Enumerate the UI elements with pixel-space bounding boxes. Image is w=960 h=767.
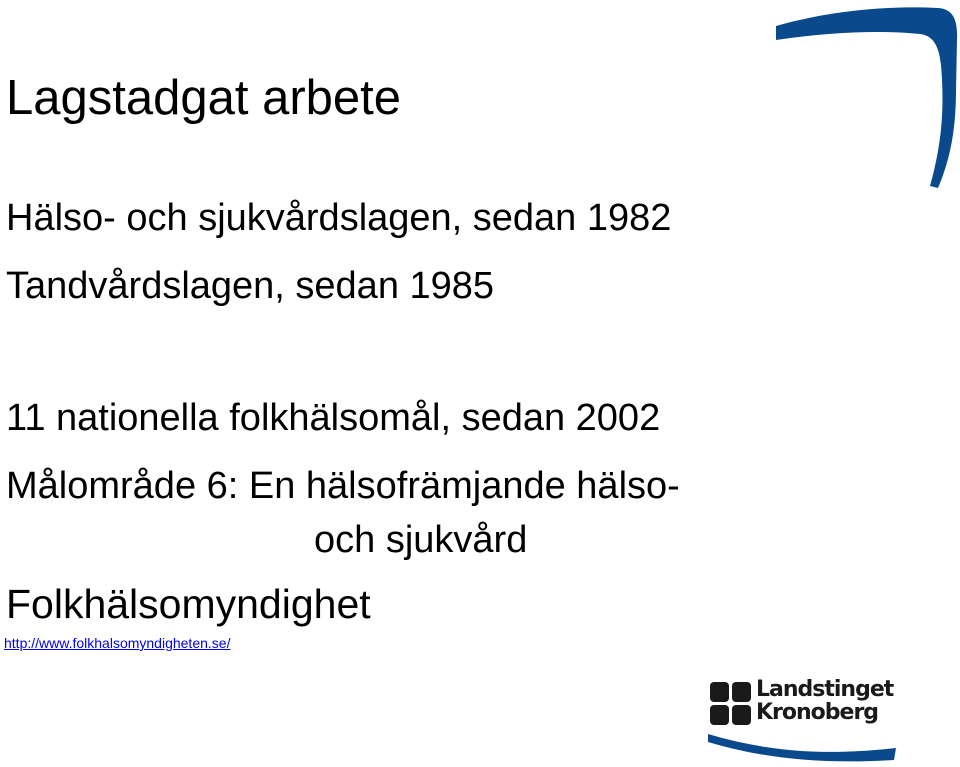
- landstinget-kronoberg-logo-icon: [710, 682, 752, 726]
- agency-name: Folkhälsomyndighet: [6, 581, 371, 627]
- logo-line-2: Kronoberg: [756, 700, 879, 725]
- law-item-hsl: Hälso- och sjukvårdslagen, sedan 1982: [6, 197, 672, 239]
- law-item-tandvard: Tandvårdslagen, sedan 1985: [6, 265, 495, 307]
- landstinget-kronoberg-logo: [708, 678, 898, 764]
- page-title: Lagstadgat arbete: [6, 71, 402, 125]
- goal-area-6: Målområde 6: En hälsofrämjande hälso-: [6, 465, 680, 507]
- goal-area-6-continued: och sjukvård: [314, 519, 528, 561]
- logo-line-1: Landstinget: [756, 677, 894, 702]
- logo-swoosh-icon: [708, 730, 898, 764]
- decorative-swoosh-icon: [770, 0, 960, 192]
- logo-wordmark: [756, 678, 893, 724]
- agency-link[interactable]: http://www.folkhalsomyndigheten.se/: [4, 635, 231, 651]
- goal-item-folkhalsomal: 11 nationella folkhälsomål, sedan 2002: [6, 397, 661, 439]
